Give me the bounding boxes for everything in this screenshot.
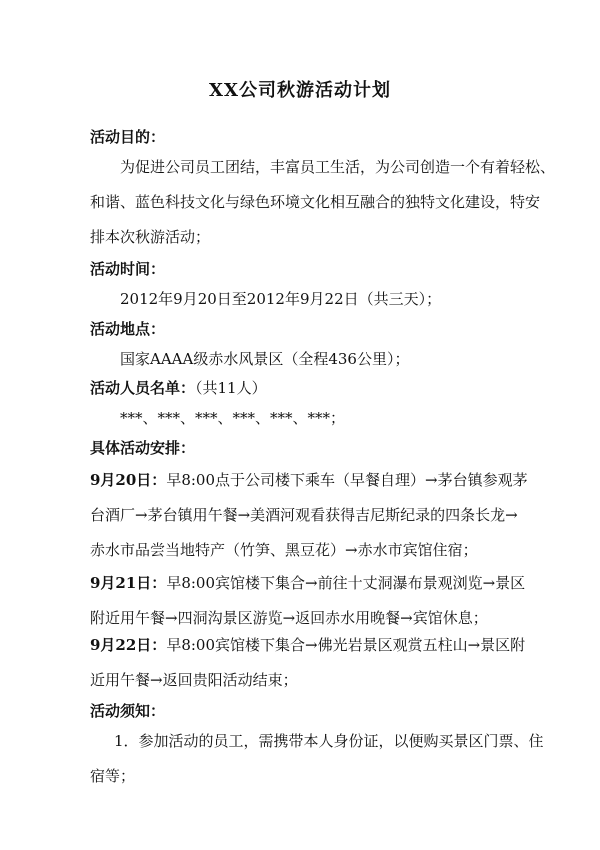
notes-item-line: 宿等； xyxy=(90,767,136,785)
schedule-day-line: 附近用午餐→四洞沟景区游览→返回赤水用晚餐→宾馆休息； xyxy=(90,609,488,627)
schedule-day-line xyxy=(90,628,526,663)
schedule-day-label: 9月22日： xyxy=(90,636,167,654)
schedule-day-3 xyxy=(90,628,526,698)
schedule-day-line xyxy=(90,566,526,601)
schedule-day-1 xyxy=(90,463,528,568)
notes-heading: 活动须知： xyxy=(90,702,166,720)
schedule-day-label: 9月20日： xyxy=(90,471,167,489)
schedule-day-text: 早8:00宾馆楼下集合→前往十丈洞瀑布景观浏览→景区 xyxy=(166,574,526,592)
schedule-day-label: 9月21日： xyxy=(90,574,167,592)
schedule-day-line xyxy=(90,463,528,498)
time-paragraph xyxy=(90,282,520,317)
notes-item-1 xyxy=(90,724,544,794)
participants-count: （共11人） xyxy=(195,379,267,397)
purpose-heading: 活动目的： xyxy=(90,128,166,146)
purpose-line: 为促进公司员工团结，丰富员工生活，为公司创造一个有着轻松、 xyxy=(120,158,556,176)
schedule-day-line: 台酒厂→茅台镇用午餐→美酒河观看获得吉尼斯纪录的四条长龙→ xyxy=(90,506,518,524)
schedule-day-line: 近用午餐→返回贵阳活动结束； xyxy=(90,671,298,689)
time-heading: 活动时间： xyxy=(90,260,166,278)
participants-heading-label: 活动人员名单： xyxy=(90,379,196,397)
time-text: 2012年9月20日至2012年9月22日（共三天）； xyxy=(120,290,442,308)
schedule-heading: 具体活动安排： xyxy=(90,439,196,457)
schedule-day-line: 赤水市品尝当地特产（竹笋、黑豆花）→赤水市宾馆住宿； xyxy=(90,541,478,559)
purpose-line: 和谐、蓝色科技文化与绿色环境文化相互融合的独特文化建设，特安 xyxy=(90,193,541,211)
location-text: 国家AAAA级赤水风景区（全程436公里）； xyxy=(120,350,410,368)
document-title: XX公司秋游活动计划 xyxy=(209,80,391,101)
location-paragraph xyxy=(90,342,520,377)
participants-paragraph xyxy=(90,401,520,436)
schedule-day-2 xyxy=(90,566,526,636)
notes-item-line: 1．参加活动的员工，需携带本人身份证，以便购买景区门票、住 xyxy=(114,732,544,750)
location-heading: 活动地点： xyxy=(90,320,166,338)
purpose-line: 排本次秋游活动； xyxy=(90,228,211,246)
participants-text: ***、***、***、***、***、***； xyxy=(120,409,346,427)
purpose-paragraph xyxy=(90,150,556,255)
participants-heading xyxy=(90,377,267,398)
schedule-day-text: 早8:00宾馆楼下集合→佛光岩景区观赏五柱山→景区附 xyxy=(166,636,526,654)
schedule-day-text: 早8:00点于公司楼下乘车（早餐自理）→茅台镇参观茅 xyxy=(166,471,528,489)
